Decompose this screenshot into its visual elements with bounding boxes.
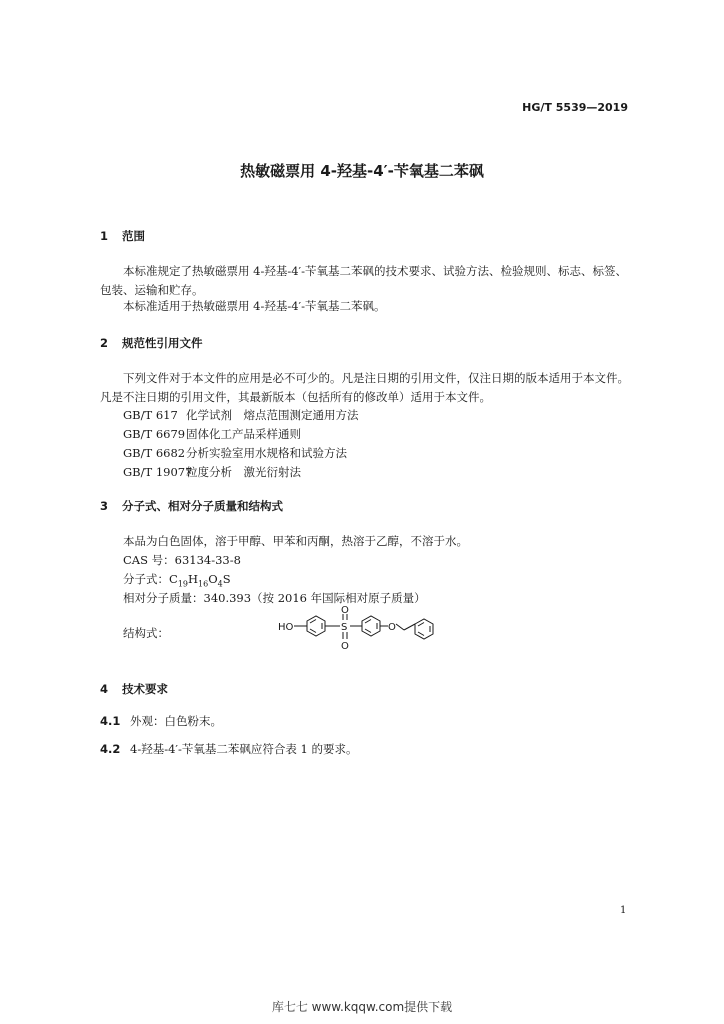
reference-code: GB/T 6682	[123, 446, 186, 460]
formula-element-h: H	[188, 572, 199, 586]
reference-code: GB/T 19077	[123, 465, 193, 479]
section-1-paragraph-1: 本标准规定了热敏磁票用 4-羟基-4′-苄氧基二苯砜的技术要求、试验方法、检验规则、标志、标签、包装、运输和贮存。	[100, 264, 628, 297]
document-title: 热敏磁票用 4-羟基-4′-苄氧基二苯砜	[240, 162, 484, 180]
section-4-heading	[100, 681, 168, 697]
section-3-heading	[100, 498, 283, 514]
section-2-title: 规范性引用文件	[122, 336, 203, 350]
formula-label: 分子式：	[123, 572, 169, 586]
section-3-title: 分子式、相对分子质量和结构式	[122, 499, 283, 513]
reference-code: GB/T 617	[123, 408, 178, 422]
formula-element-o: O	[208, 572, 218, 586]
section-4-title: 技术要求	[122, 682, 168, 696]
standard-code: HG/T 5539—2019	[522, 101, 628, 114]
clause-text: 外观：白色粉末。	[130, 714, 222, 728]
structure-label: 结构式：	[123, 626, 169, 640]
reference-title: 化学试剂 熔点范围测定通用方法	[186, 408, 359, 422]
formula-element-c: C	[169, 572, 178, 586]
molecular-weight: 相对分子质量：340.393（按 2016 年国际相对原子质量）	[123, 591, 426, 605]
section-2-paragraph-1: 下列文件对于本文件的应用是必不可少的。凡是注日期的引用文件，仅注日期的版本适用于本文件。凡是不注日期的引用文件，其最新版本（包括所有的修改单）适用于本文件。	[100, 371, 629, 404]
page-number: 1	[620, 905, 627, 916]
section-3-number: 3	[100, 499, 109, 513]
formula-element-s: S	[222, 572, 231, 586]
atom-o-top: O	[341, 605, 349, 616]
reference-item	[123, 445, 347, 461]
reference-title: 分析实验室用水规格和试验方法	[186, 446, 347, 460]
formula-subscript-h: 16	[198, 579, 209, 589]
atom-s: S	[341, 622, 348, 633]
clause-4-2	[100, 740, 358, 759]
clause-number: 4.2	[100, 742, 121, 756]
section-1-paragraph-2: 本标准适用于热敏磁票用 4-羟基-4′-苄氧基二苯砜。	[123, 299, 386, 313]
atom-o-ether: O	[388, 622, 396, 633]
formula-subscript-c: 19	[177, 579, 188, 589]
section-2-heading	[100, 335, 203, 351]
clause-4-1	[100, 712, 222, 731]
section-1-title: 范围	[122, 229, 145, 243]
atom-o-bottom: O	[341, 641, 349, 652]
atom-ho: HO	[278, 622, 294, 633]
section-4-number: 4	[100, 682, 109, 696]
formula-subscript-o: 4	[217, 579, 223, 589]
section-1-number: 1	[100, 229, 109, 243]
reference-code: GB/T 6679	[123, 427, 186, 441]
reference-item	[123, 426, 301, 442]
section-3-description: 本品为白色固体，溶于甲醇、甲苯和丙酮，热溶于乙醇，不溶于水。	[123, 534, 468, 548]
cas-number: CAS 号：63134-33-8	[123, 553, 241, 567]
footer-watermark: 库七七 www.kqqw.com提供下载	[271, 1000, 453, 1014]
clause-number: 4.1	[100, 714, 121, 728]
section-1-heading	[100, 228, 145, 244]
section-2-number: 2	[100, 336, 109, 350]
reference-title: 粒度分析 激光衍射法	[186, 465, 301, 479]
reference-item	[123, 464, 301, 480]
reference-item	[123, 407, 359, 423]
clause-text: 4-羟基-4′-苄氧基二苯砜应符合表 1 的要求。	[130, 742, 358, 756]
reference-title: 固体化工产品采样通则	[186, 427, 301, 441]
structural-formula	[270, 602, 470, 656]
